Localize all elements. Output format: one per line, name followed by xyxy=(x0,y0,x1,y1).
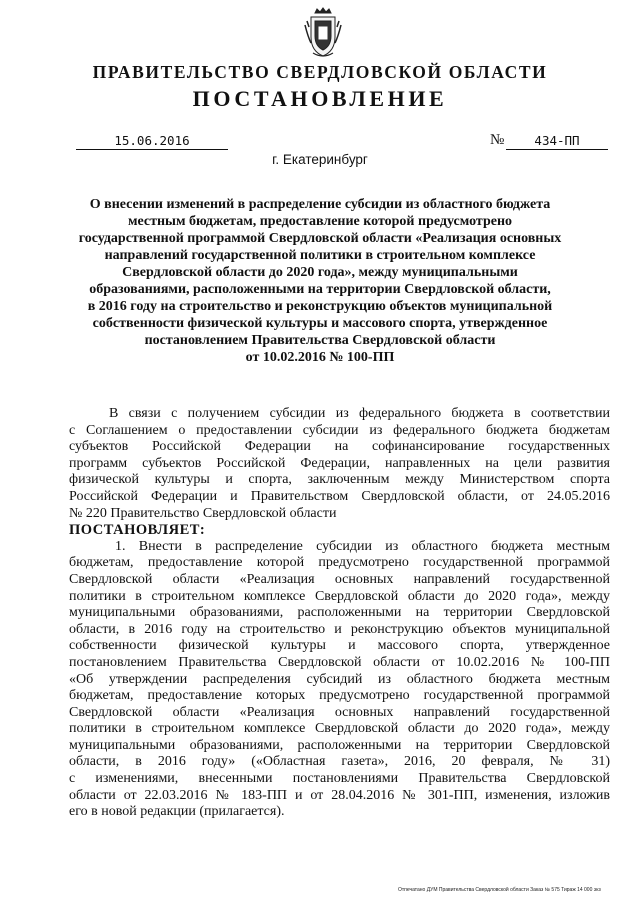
item1-line: области, в 2016 году» («Областная газета», 2016, 20 февраля, № 31) xyxy=(69,754,610,770)
preamble-line: субъектов Российской Федерации на софинансирование государственных xyxy=(69,439,610,455)
title-line: от 10.02.2016 № 100-ПП xyxy=(245,350,395,365)
title-line: направлений государственной политики в строительном комплексе xyxy=(104,248,536,263)
document-type: ПОСТАНОВЛЕНИЕ xyxy=(192,86,448,111)
item1-line: области, в 2016 году на строительство и реконструкцию объектов муниципальной xyxy=(69,621,610,637)
item1-line: Свердловской области «Реализация основных направлений государственной xyxy=(69,704,610,720)
document-number: 434-ПП xyxy=(506,133,608,150)
item1-line: постановлением Правительства Свердловской области от 10.02.2016 № 100-ПП xyxy=(69,654,610,670)
title-line: государственной программой Свердловской области «Реализация основных xyxy=(78,231,562,246)
preamble-line: физической культуры и спорта, заключенным между Министерством спорта xyxy=(69,472,610,488)
title-line: образованиями, расположенными на территории Свердловской области, xyxy=(89,282,551,297)
preamble-line: с Соглашением о предоставлении субсидии из федерального бюджета бюджетам xyxy=(69,422,610,438)
document-title xyxy=(70,196,570,366)
decree-word: ПОСТАНОВЛЯЕТ: xyxy=(69,522,206,539)
item1-line: бюджетам, предоставление которой предусмотрено государственной программой xyxy=(69,555,610,571)
organization-name: ПРАВИТЕЛЬСТВО СВЕРДЛОВСКОЙ ОБЛАСТИ xyxy=(92,62,548,82)
item1-line: муниципальными образованиями, расположенными на территории Свердловской xyxy=(69,605,610,621)
title-line: Свердловской области до 2020 года», между муниципальными xyxy=(122,265,518,280)
title-line: О внесении изменений в распределение субсидии из областного бюджета xyxy=(89,197,551,212)
number-label: № xyxy=(490,132,505,148)
document-date: 15.06.2016 xyxy=(76,133,228,150)
item1-line: политики в строительном комплексе Свердловской области до 2020 года», между xyxy=(69,721,610,737)
print-footer: Отпечатано ДУМ Правительства Свердловской области Заказ № 575 Тираж 14 000 экз xyxy=(398,887,601,893)
item1-line: муниципальными образованиями, расположенными на территории Свердловской xyxy=(69,737,610,753)
item1-line: Свердловской области «Реализация основных направлений государственной xyxy=(69,571,610,587)
preamble-line: В связи с получением субсидии из федерального бюджета в соответствии xyxy=(109,406,610,421)
coat-of-arms-icon xyxy=(303,7,343,59)
title-line: местным бюджетам, предоставление которой предусмотрено xyxy=(127,214,513,229)
title-line: собственности физической культуры и массового спорта, утвержденное xyxy=(92,316,548,331)
preamble-line: программ субъектов Российской Федерации, направленных на цели развития xyxy=(69,455,610,471)
item1-line: «Об утверждении распределения субсидий из областного бюджета местным xyxy=(69,671,610,687)
item1-line: политики в строительном комплексе Свердловской области до 2020 года», между xyxy=(69,588,610,604)
item1-line: области от 22.03.2016 № 183-ПП и от 28.04.2016 № 301-ПП, изменения, изложив xyxy=(69,787,610,803)
document-body xyxy=(69,406,610,821)
title-line: в 2016 году на строительство и реконструкцию объектов муниципальной xyxy=(87,299,553,314)
item1-line: 1. Внести в распределение субсидии из областного бюджета местным xyxy=(115,538,610,554)
item1-line: бюджетам, предоставление которых предусмотрено государственной программой xyxy=(69,688,610,704)
item1-line: его в новой редакции (прилагается). xyxy=(69,804,285,820)
item1-line: собственности физической культуры и массового спорта, утвержденное xyxy=(69,638,610,654)
title-line: постановлением Правительства Свердловской области xyxy=(144,333,496,348)
item1-line: с изменениями, внесенными постановлениями Правительства Свердловской xyxy=(69,771,610,787)
preamble-line: Российской Федерации и Правительством Свердловской области, от 24.05.2016 xyxy=(69,488,610,504)
city: г. Екатеринбург xyxy=(272,152,368,167)
preamble-line: № 220 Правительство Свердловской области xyxy=(69,505,337,521)
